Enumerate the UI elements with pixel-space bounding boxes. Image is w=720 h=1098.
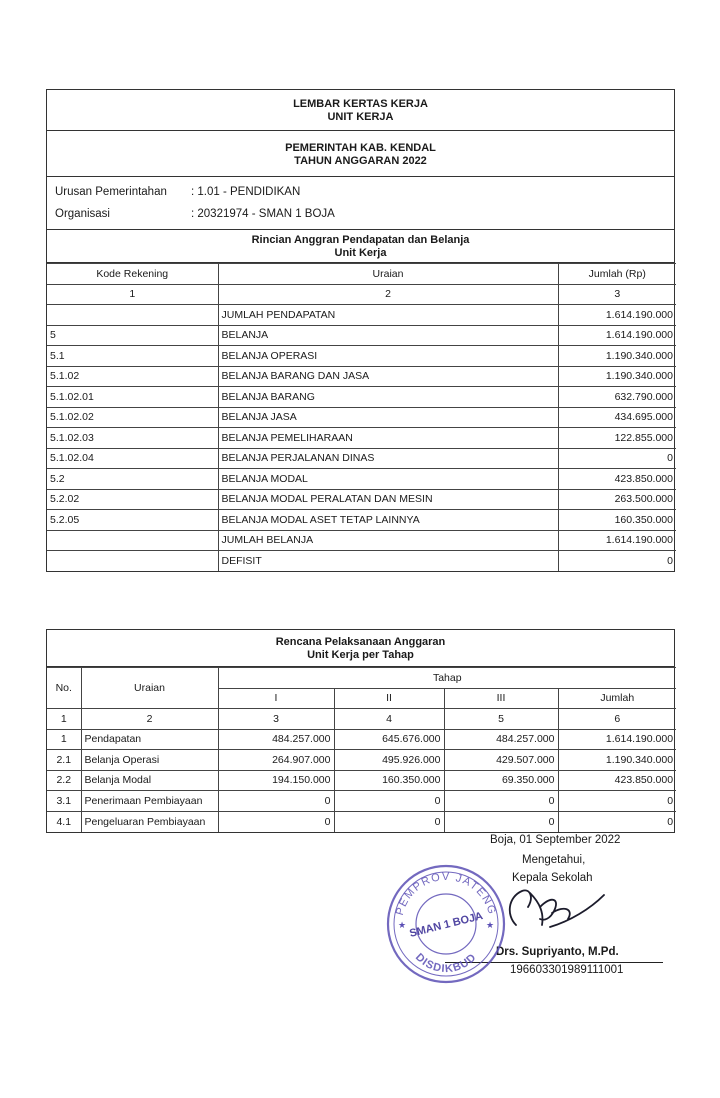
uraian-cell: Pengeluaran Pembiayaan	[81, 811, 218, 832]
table-row	[47, 346, 676, 367]
uraian-cell: BELANJA MODAL ASET TETAP LAINNYA	[218, 510, 558, 531]
jumlah-cell: 1.614.190.000	[558, 530, 676, 551]
organisasi-value: : 20321974 - SMAN 1 BOJA	[191, 208, 335, 220]
tahap-3-cell: 429.507.000	[444, 750, 558, 771]
jumlah-cell: 263.500.000	[558, 489, 676, 510]
kode-cell: 5.1.02	[47, 366, 218, 387]
table-row	[47, 510, 676, 531]
uraian-cell: BELANJA PERJALANAN DINAS	[218, 448, 558, 469]
kode-cell: 5.1.02.04	[47, 448, 218, 469]
rincian-body	[47, 305, 676, 572]
rencana-title-line-1: Rencana Pelaksanaan Anggaran	[275, 636, 446, 648]
mengetahui-text: Mengetahui,	[522, 854, 586, 866]
jumlah-cell: 632.790.000	[558, 387, 676, 408]
column-number: 2	[218, 284, 558, 305]
jumlah-cell: 1.190.340.000	[558, 750, 676, 771]
uraian-cell: BELANJA BARANG DAN JASA	[218, 366, 558, 387]
uraian-cell: Belanja Operasi	[81, 750, 218, 771]
rencana-table	[47, 667, 676, 832]
jumlah-cell: 0	[558, 791, 676, 812]
rencana-header	[47, 630, 674, 667]
column-number: 1	[47, 284, 218, 305]
column-header-tahap: Tahap	[218, 668, 676, 689]
table-row	[47, 387, 676, 408]
jumlah-cell: 423.850.000	[558, 770, 676, 791]
tahap-3-cell: 0	[444, 811, 558, 832]
uraian-cell: BELANJA MODAL	[218, 469, 558, 490]
kode-cell	[47, 305, 218, 326]
column-header-kode: Kode Rekening	[47, 264, 218, 285]
table-row	[47, 305, 676, 326]
kode-cell	[47, 551, 218, 572]
kode-cell: 5.1	[47, 346, 218, 367]
tahap-1-cell: 194.150.000	[218, 770, 334, 791]
rencana-body	[47, 729, 676, 832]
tahap-1-cell: 0	[218, 791, 334, 812]
star-icon: ★	[486, 920, 495, 930]
info-row-urusan	[47, 181, 674, 203]
uraian-cell: Belanja Modal	[81, 770, 218, 791]
jumlah-cell: 434.695.000	[558, 407, 676, 428]
title-line-1: LEMBAR KERTAS KERJA	[293, 98, 428, 110]
jumlah-cell: 160.350.000	[558, 510, 676, 531]
rincian-header	[47, 230, 674, 263]
table-row	[47, 770, 676, 791]
tahap-1-cell: 484.257.000	[218, 729, 334, 750]
urusan-value: : 1.01 - PENDIDIKAN	[191, 186, 301, 198]
no-cell: 1	[47, 729, 81, 750]
uraian-cell: JUMLAH BELANJA	[218, 530, 558, 551]
tahap-1-cell: 0	[218, 811, 334, 832]
uraian-cell: BELANJA	[218, 325, 558, 346]
no-cell: 2.2	[47, 770, 81, 791]
table-row	[47, 811, 676, 832]
kode-cell: 5	[47, 325, 218, 346]
jumlah-cell: 1.190.340.000	[558, 366, 676, 387]
stamp-top-text: PEMPROV JATENG	[393, 870, 499, 917]
column-number: 5	[444, 709, 558, 730]
column-number: 3	[558, 284, 676, 305]
title-header	[47, 90, 674, 131]
info-row-organisasi	[47, 203, 674, 225]
uraian-cell: BELANJA PEMELIHARAAN	[218, 428, 558, 449]
kode-cell: 5.2.02	[47, 489, 218, 510]
kode-cell: 5.1.02.01	[47, 387, 218, 408]
table-row	[47, 551, 676, 572]
table-row	[47, 366, 676, 387]
rencana-title-line-2: Unit Kerja per Tahap	[307, 649, 414, 661]
title-line-2: UNIT KERJA	[327, 111, 394, 123]
official-stamp	[384, 862, 508, 986]
rencana-column-number-row	[47, 709, 676, 730]
uraian-cell: JUMLAH PENDAPATAN	[218, 305, 558, 326]
rincian-column-number-row	[47, 284, 676, 305]
jumlah-cell: 1.614.190.000	[558, 325, 676, 346]
jumlah-cell: 1.614.190.000	[558, 729, 676, 750]
column-header-tahap-1: I	[218, 688, 334, 709]
table-row	[47, 325, 676, 346]
star-icon: ★	[398, 920, 407, 930]
column-header-tahap-2: II	[334, 688, 444, 709]
column-number: 6	[558, 709, 676, 730]
table-row	[47, 407, 676, 428]
no-cell: 2.1	[47, 750, 81, 771]
handwritten-signature	[500, 885, 610, 945]
column-number: 2	[81, 709, 218, 730]
kode-cell	[47, 530, 218, 551]
uraian-cell: Penerimaan Pembiayaan	[81, 791, 218, 812]
uraian-cell: Pendapatan	[81, 729, 218, 750]
table-row	[47, 448, 676, 469]
tahap-2-cell: 645.676.000	[334, 729, 444, 750]
organisasi-label: Organisasi	[55, 208, 110, 220]
official-nip: 196603301989111001	[510, 964, 624, 976]
table-row	[47, 791, 676, 812]
rincian-column-header-row	[47, 264, 676, 285]
table-row	[47, 489, 676, 510]
tahap-2-cell: 160.350.000	[334, 770, 444, 791]
column-number: 3	[218, 709, 334, 730]
jumlah-cell: 1.190.340.000	[558, 346, 676, 367]
no-cell: 3.1	[47, 791, 81, 812]
tahap-1-cell: 264.907.000	[218, 750, 334, 771]
rincian-table	[47, 263, 676, 571]
info-section	[47, 177, 674, 230]
kode-cell: 5.2.05	[47, 510, 218, 531]
jumlah-cell: 122.855.000	[558, 428, 676, 449]
jumlah-cell: 0	[558, 448, 676, 469]
no-cell: 4.1	[47, 811, 81, 832]
tahap-2-cell: 495.926.000	[334, 750, 444, 771]
government-line-1: PEMERINTAH KAB. KENDAL	[285, 142, 436, 154]
column-header-no: No.	[47, 668, 81, 709]
stamp-bottom-text: DISDIKBUD	[412, 951, 480, 976]
column-header-tahap-3: III	[444, 688, 558, 709]
stamp-center-text: SMAN 1 BOJA	[408, 910, 485, 940]
lembar-kertas-kerja-box	[46, 89, 675, 572]
tahap-3-cell: 484.257.000	[444, 729, 558, 750]
tahap-2-cell: 0	[334, 791, 444, 812]
urusan-label: Urusan Pemerintahan	[55, 186, 167, 198]
jumlah-cell: 423.850.000	[558, 469, 676, 490]
column-header-uraian: Uraian	[218, 264, 558, 285]
government-line-2: TAHUN ANGGARAN 2022	[294, 155, 427, 167]
kode-cell: 5.1.02.03	[47, 428, 218, 449]
table-row	[47, 530, 676, 551]
uraian-cell: BELANJA BARANG	[218, 387, 558, 408]
official-name: Drs. Supriyanto, M.Pd.	[496, 946, 619, 958]
table-row	[47, 729, 676, 750]
uraian-cell: BELANJA MODAL PERALATAN DAN MESIN	[218, 489, 558, 510]
column-number: 4	[334, 709, 444, 730]
uraian-cell: BELANJA OPERASI	[218, 346, 558, 367]
uraian-cell: BELANJA JASA	[218, 407, 558, 428]
tahap-3-cell: 0	[444, 791, 558, 812]
uraian-cell: DEFISIT	[218, 551, 558, 572]
column-header-jumlah: Jumlah (Rp)	[558, 264, 676, 285]
column-header-uraian: Uraian	[81, 668, 218, 709]
government-header	[47, 131, 674, 177]
jumlah-cell: 1.614.190.000	[558, 305, 676, 326]
jumlah-cell: 0	[558, 811, 676, 832]
table-row	[47, 469, 676, 490]
rencana-header-row-1	[47, 668, 676, 689]
tahap-3-cell: 69.350.000	[444, 770, 558, 791]
rencana-pelaksanaan-box	[46, 629, 675, 833]
table-row	[47, 428, 676, 449]
place-date: Boja, 01 September 2022	[490, 834, 621, 846]
column-header-jumlah: Jumlah	[558, 688, 676, 709]
tahap-2-cell: 0	[334, 811, 444, 832]
kode-cell: 5.2	[47, 469, 218, 490]
rincian-title-line-2: Unit Kerja	[334, 247, 387, 259]
table-row	[47, 750, 676, 771]
column-number: 1	[47, 709, 81, 730]
kode-cell: 5.1.02.02	[47, 407, 218, 428]
rincian-title-line-1: Rincian Anggran Pendapatan dan Belanja	[251, 234, 470, 246]
position-title: Kepala Sekolah	[512, 872, 593, 884]
jumlah-cell: 0	[558, 551, 676, 572]
